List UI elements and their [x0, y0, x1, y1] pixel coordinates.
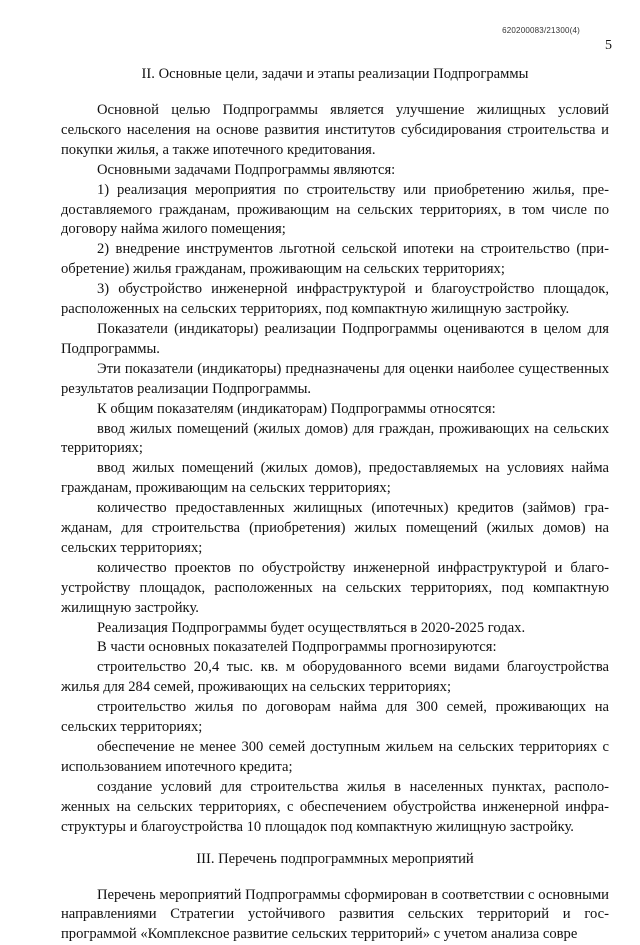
paragraph: Показатели (индикаторы) реализации Подпрограммы оцениваются в целом для Подпрограммы. — [61, 320, 609, 357]
page-content — [61, 57, 609, 945]
paragraph: количество предоставленных жилищных (ипотечных) кредитов (займов) гражданам, для строительства (приобретения) жилых помещений (жилых домов) на сельских территориях; — [61, 500, 609, 556]
paragraph: ввод жилых помещений (жилых домов), предоставляемых на условиях найма гражданам, проживающим на сельских территориях; — [61, 460, 609, 497]
paragraph: строительство жилья по договорам найма для 300 семей, проживающих на сельских территориях; — [61, 699, 609, 736]
paragraph: Перечень мероприятий Подпрограммы сформирован в соответствии с основными направлениями Стратегии устойчивого развития сельских территорий и госпрограммой «Комплексное развитие сельских территорий» с учетом анализа совре — [61, 886, 609, 943]
paragraph: ввод жилых помещений (жилых домов) для граждан, проживающих на сельских территориях; — [61, 420, 609, 457]
paragraph: 2) внедрение инструментов льготной сельской ипотеки на строительство (приобретение) жилья гражданам, проживающим на сельских территориях; — [61, 241, 609, 278]
paragraph: Эти показатели (индикаторы) предназначены для оценки наиболее существенных результатов реализации Подпрограммы. — [61, 360, 609, 397]
paragraph: строительство 20,4 тыс. кв. м оборудованного всеми видами благоустройства жилья для 284 семей, проживающих на сельских территориях; — [61, 659, 609, 696]
paragraph: 1) реализация мероприятия по строительству или приобретению жилья, предоставляемого гражданам, проживающим на сельских территориях, в том числе по договору найма жилого помещения; — [61, 181, 609, 238]
paragraph: обеспечение не менее 300 семей доступным жильем на сельских территориях с использованием ипотечного кредита; — [61, 739, 609, 775]
document-code: 620200083/21300(4) — [502, 26, 580, 35]
paragraph: создание условий для строительства жилья в населенных пунктах, расположенных на сельских территориях, с обеспечением обустройства инженерной инфраструктуры и благоустройства 10 площадок под компактную жилищную застройку. — [61, 778, 609, 835]
paragraph: В части основных показателей Подпрограммы прогнозируются: — [97, 639, 497, 656]
paragraph: количество проектов по обустройству инженерной инфраструктурой и благоустройству площадок, расположенных на сельских территориях, под компактную жилищную застройку. — [61, 559, 609, 616]
section-heading-activities: III. Перечень подпрограммных мероприятий — [196, 850, 474, 867]
paragraph: Основной целью Подпрограммы является улучшение жилищных условий сельского населения на основе развития институтов субсидирования строительства и покупки жилья, а также ипотечного кредитования. — [61, 102, 609, 158]
page-number: 5 — [605, 38, 612, 53]
section-heading-goals: II. Основные цели, задачи и этапы реализации Подпрограммы — [141, 66, 529, 82]
paragraph: Основными задачами Подпрограммы являются: — [97, 161, 396, 178]
paragraph: 3) обустройство инженерной инфраструктурой и благоустройство площадок, расположенных на сельских территориях, под компактную жилищную застройку. — [61, 281, 609, 318]
paragraph: К общим показателям (индикаторам) Подпрограммы относятся: — [97, 400, 496, 417]
paragraph: Реализация Подпрограммы будет осуществляться в 2020-2025 годах. — [97, 619, 526, 636]
